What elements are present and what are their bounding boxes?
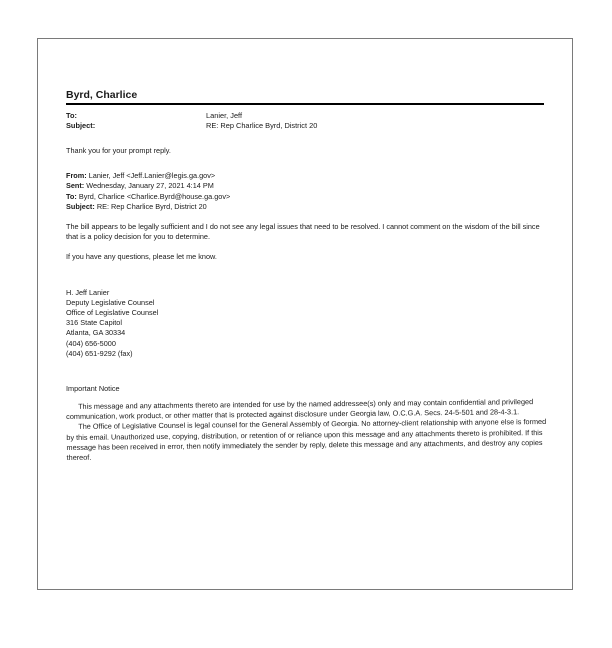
subject-value: RE: Rep Charlice Byrd, District 20	[206, 121, 318, 130]
signature-line: Deputy Legislative Counsel	[66, 297, 155, 307]
quoted-from-line	[66, 171, 546, 181]
quoted-header	[66, 171, 546, 212]
subject-label: Subject:	[66, 121, 96, 130]
signature-line: Atlanta, GA 30334	[66, 328, 126, 338]
signature-line: Office of Legislative Counsel	[66, 308, 159, 318]
to-label: To:	[66, 111, 77, 120]
quoted-subject-label: Subject:	[66, 201, 95, 211]
subject-row	[66, 121, 546, 131]
email-content	[66, 89, 546, 463]
quoted-to-value: Byrd, Charlice <Charlice.Byrd@house.ga.gov>	[78, 191, 231, 201]
signature-line: 316 State Capitol	[66, 318, 122, 328]
reply-body: Thank you for your prompt reply.	[66, 146, 171, 155]
quoted-to-label: To:	[66, 191, 77, 201]
quoted-sent-value: Wednesday, January 27, 2021 4:14 PM	[86, 181, 214, 191]
header-rule	[66, 103, 544, 105]
quoted-from-label: From:	[66, 171, 87, 181]
to-value: Lanier, Jeff	[206, 111, 243, 120]
sender-name: Byrd, Charlice	[66, 89, 138, 101]
signature-block	[66, 288, 546, 359]
notice-body	[66, 397, 547, 463]
notice-paragraph-1: This message and any attachments thereto are intended for use by the named addressee(s) only and may contain confidential and privileged communication, work product, or other matter that is protected against disclosure under Georgia law, O.C.G.A. Secs. 24-5-501 and 28-4-3.1.	[66, 397, 534, 422]
quoted-from-value: Lanier, Jeff <Jeff.Lanier@legis.ga.gov>	[88, 171, 216, 181]
quoted-paragraph-1: The bill appears to be legally sufficient and I do not see any legal issues that need to be resolved. I cannot comment on the wisdom of the bill since that is a policy decision for you to determine.	[66, 222, 540, 242]
to-row	[66, 111, 546, 121]
notice-title: Important Notice	[66, 384, 120, 394]
signature-line: H. Jeff Lanier	[66, 287, 110, 297]
signature-line: (404) 656-5000	[66, 338, 116, 348]
quoted-to-line	[66, 192, 546, 202]
notice-paragraph-2: The Office of Legislative Counsel is legal counsel for the General Assembly of Georgia. No attorney-client relationship with anyone else is formed by this email. Unauthorized use, copying, distribution, or retention of or reliance upon this message and any attachments thereto is prohibited. If this message has been received in error, then notify immediately the sender by reply, delete this message and any attachments, and destroy any copies thereof.	[66, 417, 547, 463]
quoted-subject-line	[66, 202, 546, 212]
quoted-subject-value: RE: Rep Charlice Byrd, District 20	[96, 201, 207, 211]
quoted-sent-label: Sent:	[66, 181, 85, 191]
email-header	[66, 111, 546, 131]
quoted-paragraph-2: If you have any questions, please let me know.	[66, 252, 217, 262]
signature-line: (404) 651-9292 (fax)	[66, 348, 133, 358]
quoted-sent-line	[66, 181, 546, 191]
document-page	[37, 38, 573, 590]
